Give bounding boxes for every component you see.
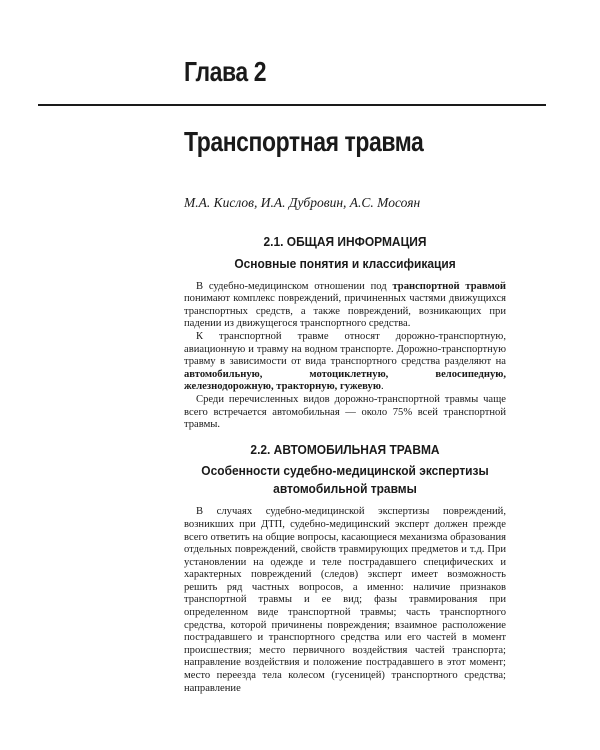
section-1-paragraph-1 bbox=[184, 281, 506, 331]
chapter-label: Глава 2 bbox=[184, 56, 267, 87]
paragraph-text: К транспортной травме относят дорожно-транспортную, авиационную и травму на водном транспорте. Дорожно-транспортную травму в зависимости от вида транспортного средства разделяют на bbox=[184, 330, 506, 368]
section-2-title: 2.2. АВТОМОБИЛЬНАЯ ТРАВМА bbox=[250, 441, 440, 457]
paragraph-text: В судебно-медицинском отношении под bbox=[196, 280, 393, 292]
paragraph-text: понимают комплекс повреждений, причиненных частями движущихся транспортных средств, а также повреждений, возникающих при падении из движущегося транспортного средства. bbox=[184, 293, 506, 330]
paragraph-text: . bbox=[380, 381, 384, 393]
term-trauma-types: автомобильную, мотоциклетную, велосипедную, железнодорожную, тракторную, гужевую bbox=[184, 368, 506, 393]
section-2-paragraph-1: В случаях судебно-медицинской экспертизы повреждений, возникших при ДТП, судебно-медицинский эксперт должен прежде всего ответить на общие вопросы, касающиеся механизма образования отдельных повреждений, свойств травмирующих предметов и т.д. При установлении на одежде и теле пострадавшего специфических и характерных повреждений (следов) эксперт имеет возможность решить ряд частных вопросов, а именно: наличие признаков транспортной травмы и ее вид; фазы травмирования при определенном виде транспортной травмы; часть транспортного средства, которой причинены повреждения; взаимное расположение пострадавшего и транспортного средства или его частей в момент происшествия; место первичного воздействия частей транспорта; направление воздействия и положение пострадавшего в этот момент; место переезда тела колесом (гусеницей) транспортного средства; направление bbox=[184, 506, 506, 694]
section-2-subtitle-line-1: Особенности судебно-медицинской экспертизы bbox=[201, 463, 489, 479]
section-2-subtitle-line-2: автомобильной травмы bbox=[273, 481, 417, 497]
term-transport-trauma: транспортной травмой bbox=[392, 280, 506, 292]
section-1-title: 2.1. ОБЩАЯ ИНФОРМАЦИЯ bbox=[263, 234, 427, 249]
chapter-authors: М.А. Кислов, И.А. Дубровин, А.С. Мосоян bbox=[184, 195, 421, 210]
section-1-subtitle: Основные понятия и классификация bbox=[234, 255, 456, 271]
section-2-subtitle bbox=[197, 462, 493, 498]
section-1-paragraph-2 bbox=[184, 331, 506, 394]
chapter-title: Транспортная травма bbox=[184, 126, 424, 157]
chapter-body bbox=[184, 236, 506, 695]
section-1-paragraph-3: Среди перечисленных видов дорожно-транспортной травмы чаще всего встречается автомобильная — около 75% всей транспортной травмы. bbox=[184, 393, 506, 431]
chapter-divider bbox=[38, 104, 546, 106]
